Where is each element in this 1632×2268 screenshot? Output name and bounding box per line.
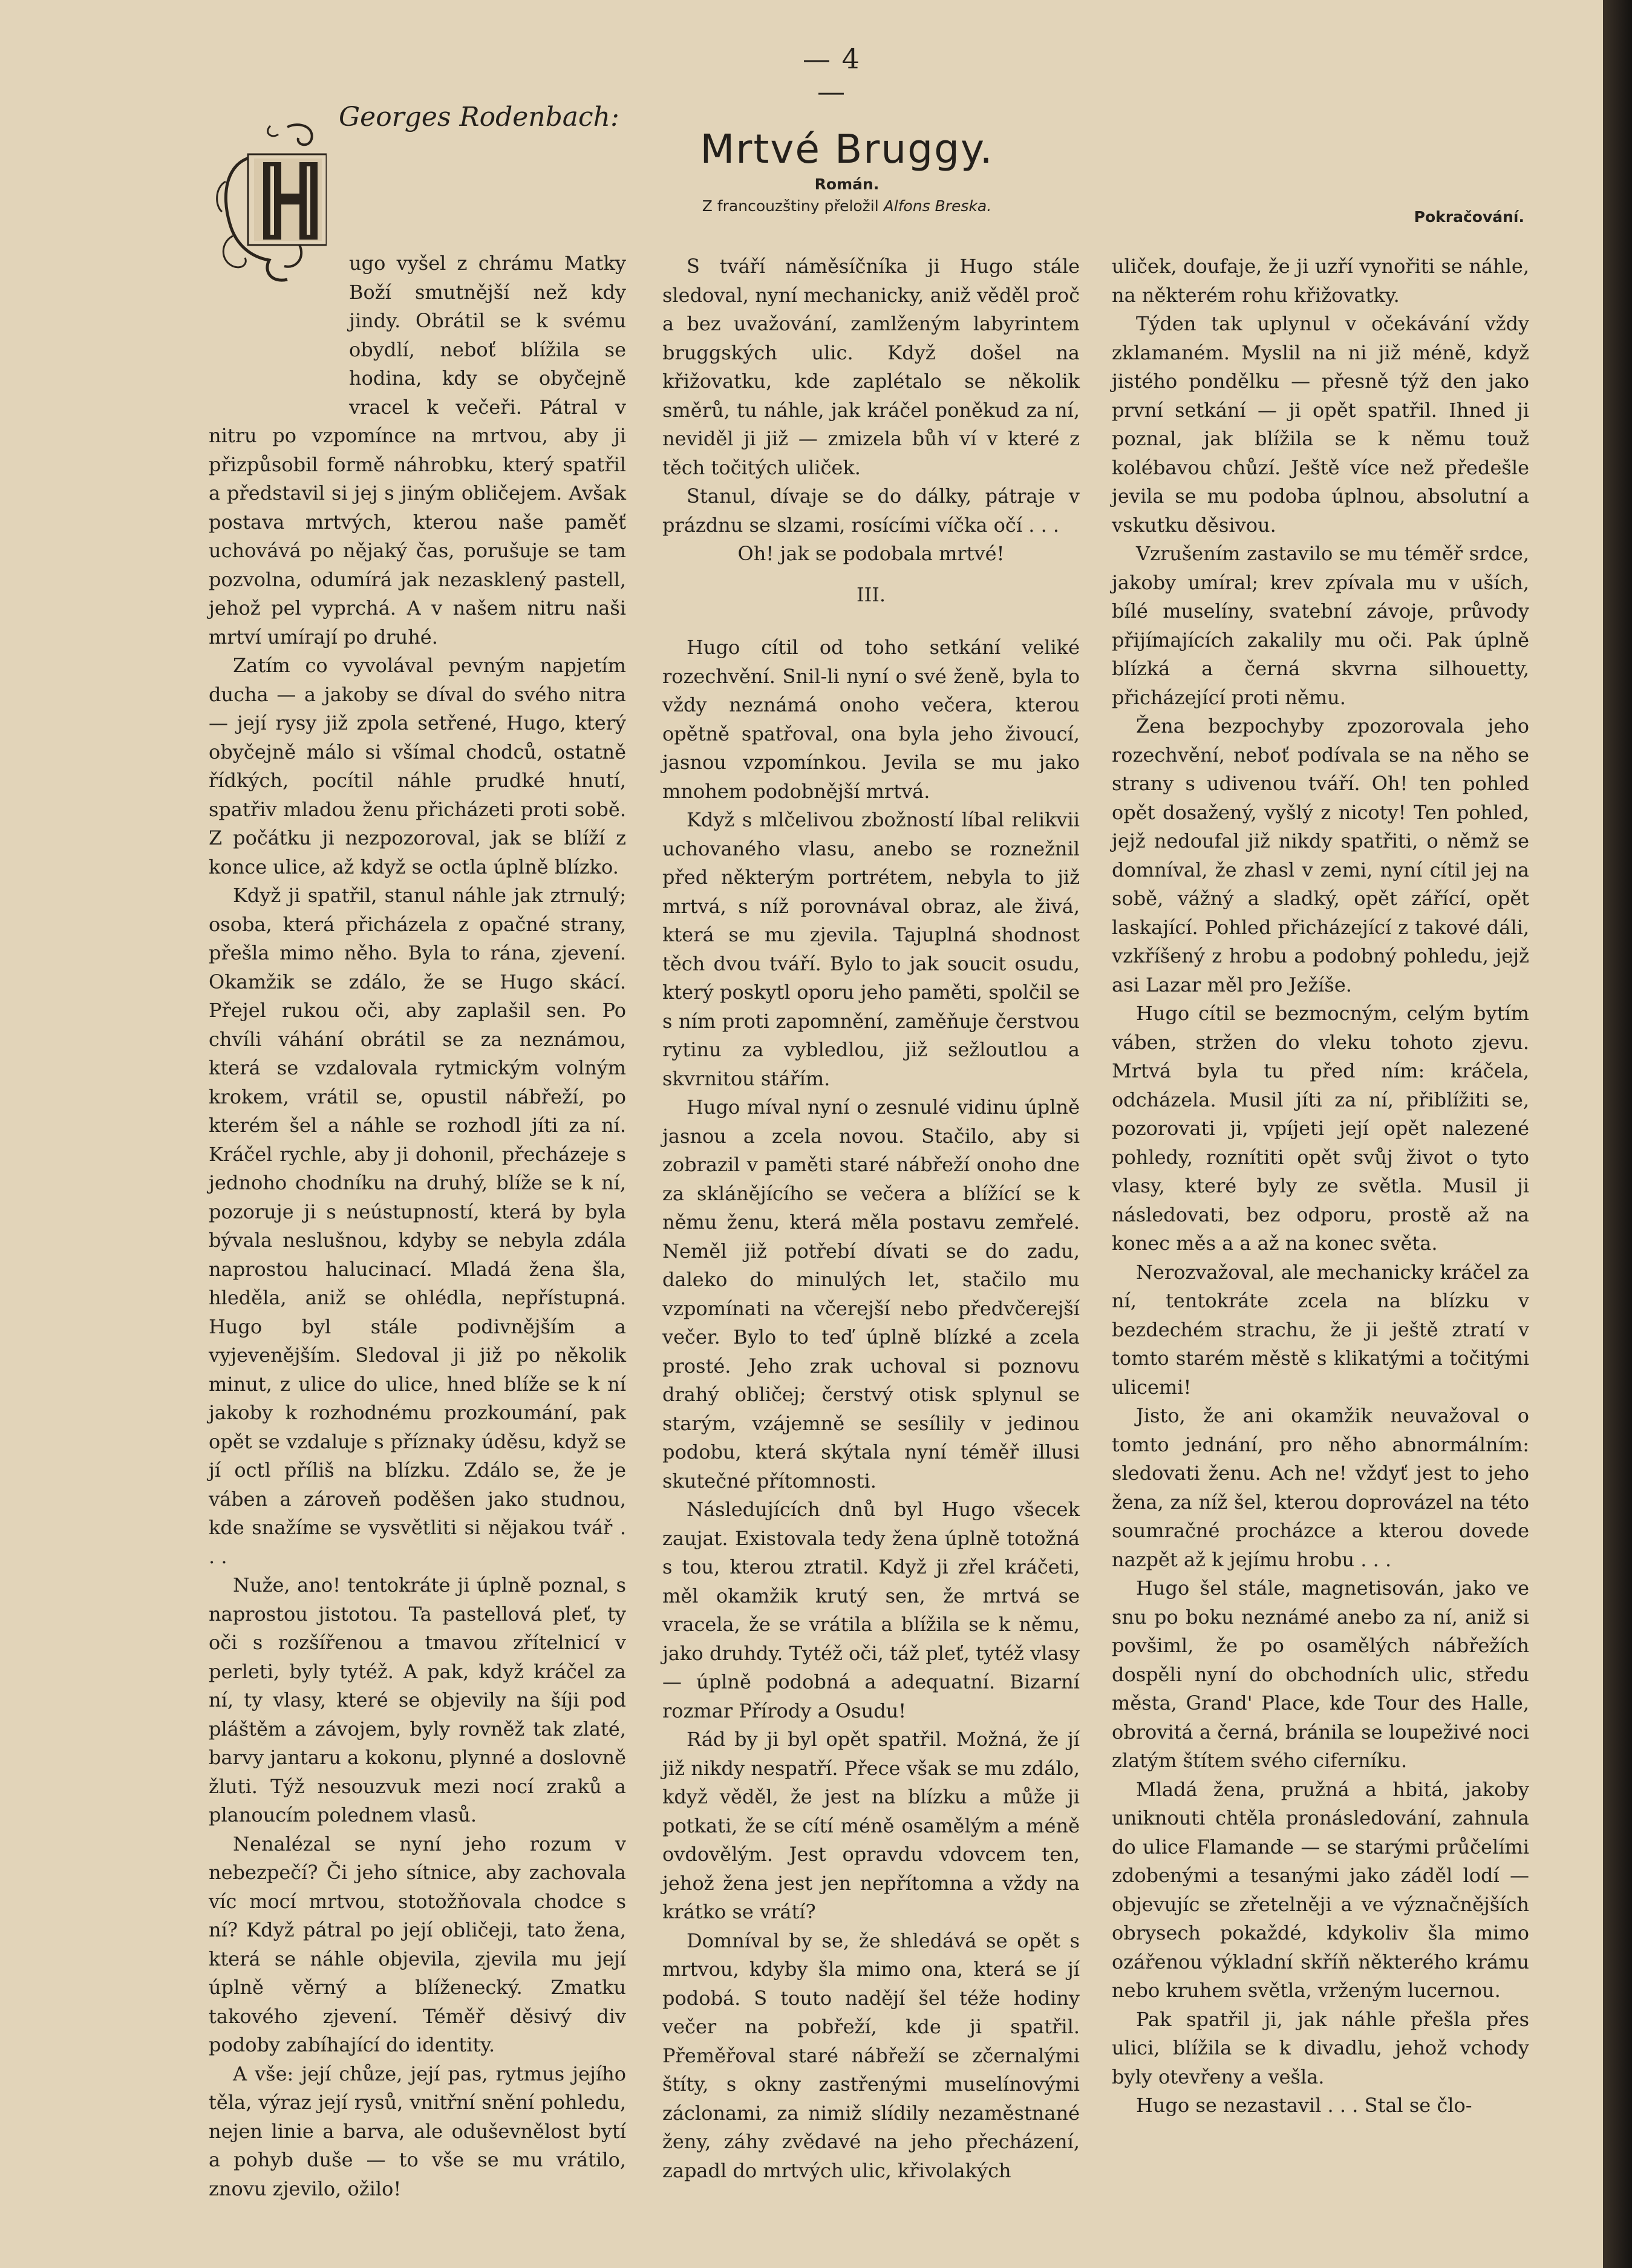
paragraph: Hugo cítil se bezmocným, celým bytím váben, stržen do vleku tohoto zjevu. Mrtvá byla tu před ním: kráčela, odcházela. Musil jíti za ní, přiblížiti se, pozorovati ji, vpíjeti její opět nalezené pohledy, roznítiti opět svůj život o tyto vlasy, které byly ze světla. Musil ji následovati, bez odporu, prostě až na konec měs a a až na konec světa. [1112,1002,1529,1255]
text-column-2 [662,252,1080,2185]
paragraph: ugo vyšel z chrámu Matky Boží smutnější než kdy jindy. Obrátil se k svému obydlí, neboť blížila se hodina, kdy se obyčejně vracel k večeři. Pátral v nitru po vzpomínce na mrtvou, aby ji přizpůsobil formě náhrobku, který spatřil a představil si jej s jiným obličejem. Avšak postava mrtvých, kterou naše paměť uchovává po nějaký čas, porušuje se tam pozvolna, odumírá jak nezasklený pastell, jehož pel vyprchá. A v našem nitru naši mrtví umírají po druhé. [209,252,626,649]
paragraph: Domníval by se, že shledává se opět s mrtvou, kdyby šla mimo ona, která se jí podobá. S touto nadějí šel téže hodiny večer na pobřeží, kde ji spatřil. Přeměřoval staré nábřeží se zčernalými štíty, s okny zastřenými muselínovými záclonami, za nimiž slídily nezaměstnané ženy, záhy zvědavé na jeho přecházení, zapadl do mrtvých ulic, křivolakých [662,1929,1080,2182]
paragraph: Následujících dnů byl Hugo všecek zaujat. Existovala tedy žena úplně totožná s tou, kterou ztratil. Když ji zřel kráčeti, měl okamžik krutý sen, že mrtvá se vracela, že se vrátila a blížila se k němu, jako druhdy. Tytéž oči, táž pleť, tytéž vlasy — úplně podobná a adequatní. Bizarní rozmar Přírody a Osudu! [662,1498,1080,1722]
paragraph: Hugo cítil od toho setkání veliké rozechvění. Snil-li nyní o své ženě, byla to vždy neznámá onoho večera, kterou opětně spatřoval, ona byla jeho živoucí, jasnou vzpomínkou. Jevila se mu jako mnohem podobnější mrtvá. [662,636,1080,803]
page-number: — 4 — [803,42,861,108]
text-column-3 [1112,252,1529,2120]
paragraph: Pak spatřil ji, jak náhle přešla přes ulici, blížila se k divadlu, jehož vchody byly otevřeny a vešla. [1112,2007,1529,2088]
paragraph: Zatím co vyvolával pevným napjetím ducha — a jakoby se díval do svého nitra — její rysy již zpola setřené, Hugo, který obyčejně málo si všímal chodců, ostatně řídkých, pocítil náhle prudké hnutí, spatřiv mladou ženu přicházeti proti sobě. Z počátku ji nezpozoroval, jak se blíží z konce ulice, až když se octla úplně blízko. [209,654,626,878]
translator-prefix: Z francouzštiny přeložil [702,197,884,215]
article-title: Mrtvé Bruggy. [700,126,994,172]
genre-label: Román. [814,175,880,193]
paragraph: Když ji spatřil, stanul náhle jak ztrnulý; osoba, která přicházela z opačné strany, přešla mimo něho. Byla to rána, zjevení. Okamžik se zdálo, že se Hugo skácí. Přejel rukou oči, aby zaplašil sen. Po chvíli váhání obrátil se za neznámou, která se vzdalovala rytmickým volným krokem, vrátil se, opustil nábřeží, po kterém šel a náhle se rozhodl jíti za ní. Kráčel rychle, aby ji dohonil, přecházeje s jednoho chodníku na druhý, blíže se k ní, pozoruje ji s neústupností, která by byla bývala neslušnou, kdyby se nebyla zdála naprostou halucinací. Mladá žena šla, hleděla, aniž se ohlédla, nepřístupná. Hugo byl stále podivnějším a vyjevenějším. Sledoval ji již po několik minut, z ulice do ulice, hned blíže se k ní jakoby k rozhodnému prozkoumání, pak opět se vzdaluje s příznaky úděsu, když se jí octl příliš na blízku. Zdálo se, že je váben a zároveň poděšen jako studnou, kde snažíme se vysvětliti si nějakou tvář . . . [209,884,626,1568]
text-column-1 [209,249,626,2203]
paragraph: Žena bezpochyby zpozorovala jeho rozechvění, neboť podívala se na něho se strany s udivenou tváří. Oh! ten pohled opět dosažený, vyšlý z nicoty! Ten pohled, jejž nedoufal již nikdy spatřiti, o němž se domníval, že zhasl v zemi, nyní cítil jej na sobě, vážný a sladký, opět zářící, opět laskající. Pohled přicházející z takové dáli, vzkříšený z hrobu a podobný pohledu, jejž asi Lazar měl pro Ježíše. [1112,714,1529,996]
paragraph: S tváří náměsíčníka ji Hugo stále sledoval, nyní mechanicky, aniž věděl proč a bez uvažování, zamlženým labyrintem bruggských ulic. Když došel na křižovatku, kde zaplétalo se několik směrů, tu náhle, jak kráčel poněkud za ní, neviděl ji již — zmizela bůh ví v které z těch točitých uliček. [662,255,1080,479]
paragraph: Hugo míval nyní o zesnulé vidinu úplně jasnou a zcela novou. Stačilo, aby si zobrazil v paměti staré nábřeží onoho dne za sklánějícího se večera a blížící se k němu ženu, která měla postavu zemřelé. Neměl již potřebí dívati se do zadu, daleko do minulých let, stačilo mu vzpomínati na včerejší nebo předvčerejší večer. Bylo to teď úplně blízké a zcela prosté. Jeho zrak uchoval si poznovu drahý obličej; čerstvý otisk splynul se starým, vzájemně se sesílily v jedinou podobu, která skýtala nyní téměř illusi skutečné přítomnosti. [662,1096,1080,1492]
paragraph: Týden tak uplynul v očekávání vždy zklamaném. Myslil na ni již méně, když jistého pondělku — přesně týž den jako první setkání — ji opět spatřil. Ihned ji poznal, jak blížila se k němu touž kolébavou chůzí. Ještě více než předešle jevila se mu podoba úplnou, absolutní a vskutku děsivou. [1112,312,1529,537]
author-name: Georges Rodenbach: [339,102,619,132]
paragraph: Nuže, ano! tentokráte ji úplně poznal, s naprostou jistotou. Ta pastellová pleť, ty oči s rozšířenou a tmavou zřítelnicí v perleti, byly tytéž. A pak, když kráčel za ní, ty vlasy, které se objevily na šíji pod pláštěm a závojem, byly rovněž tak zlaté, barvy jantaru a kokonu, plynné a doslovně žluti. Týž nesouzvuk mezi nocí zraků a planoucím polednem vlasů. [209,1574,626,1826]
translator-name: Alfons Breska. [883,197,992,215]
drop-cap-space [209,248,349,396]
paragraph: Nenalézal se nyní jeho rozum v nebezpečí? Či jeho sítnice, aby zachovala víc mocí mrtvou, stotožňovala chodce s ní? Když pátral po její obličeji, tato žena, která se náhle objevila, zjevila mu její úplně věrný a blíženecký. Zmatku takového zjevení. Téměř děsivý div podoby zabíhající do identity. [209,1832,626,2056]
paragraph: Mladá žena, pružná a hbitá, jakoby uniknouti chtěla pronásledování, zahnula do ulice Flamande — se starými průčelími zdobenými a tesanými jako záděl lodí — objevujíc se zřetelněji a ve význačnějších obrysech pokaždé, kdykoliv šla mimo ozářenou výkladní skříň některého krámu nebo kruhem světla, vrženým lucernou. [1112,1777,1529,2002]
paragraph: Hugo se nezastavil . . . Stal se člo- [1136,2094,1472,2117]
paragraph: Rád by ji byl opět spatřil. Možná, že jí již nikdy nespatří. Přece však se mu zdálo, když věděl, že jest na blízku a může ji potkati, že se cítí méně osamělým a méně ovdovělým. Jest opravdu vdovcem ten, jehož žena jest jen nepřítomna a vždy na krátko se vrátí? [662,1728,1080,1923]
paragraph: Jisto, že ani okamžik neuvažoval o tomto jednání, pro něho abnormálním: sledovati ženu. Ach ne! vždyť jest to jeho žena, za níž šel, kterou doprovázel na této soumračné procházce a kterou dovede nazpět až k jejímu hrobu . . . [1112,1404,1529,1571]
paragraph: Oh! jak se podobala mrtvé! [737,542,1005,565]
binding-edge [1603,0,1632,2268]
continued-note: Pokračování. [1414,208,1524,226]
paragraph: A vše: její chůze, její pas, rytmus jejího těla, výraz její rysů, vnitřní snění pohledu, nejen linie a barva, ale oduševnělost bytí a pohyb duše — to vše se mu vrátilo, znovu zjevilo, ožilo! [209,2062,626,2200]
paragraph: Když s mlčelivou zbožností líbal relikvii uchovaného vlasu, anebo se roznežnil před některým portrétem, nebyla to již mrtvá, s níž porovnával obraz, ale živá, která se mu zjevila. Tajuplná shodnost těch dvou tváří. Bylo to jak soucit osudu, který poskytl oporu jeho paměti, spolčil se s ním proti zapomnění, zaměňuje čerstvou rytinu za vybledlou, již sežloutlou a skvrnitou stářím. [662,808,1080,1090]
paragraph: Stanul, dívaje se do dálky, pátraje v prázdnu se slzami, rosícími víčka očí . . . [662,485,1080,537]
paragraph: uliček, doufaje, že ji uzří vynořiti se náhle, na některém rohu křižovatky. [1112,255,1529,307]
paragraph: Hugo šel stále, magnetisován, jako ve snu po boku neznámé anebo za ní, aniž si povšiml, že po osamělých nábřežích dospěli nyní do obchodních ulic, středu města, Grand' Place, kde Tour des Halle, obrovitá a černá, bránila se loupeživé noci zlatým štítem svého ciferníku. [1112,1577,1529,1772]
paragraph: Vzrušením zastavilo se mu téměř srdce, jakoby umíral; krev zpívala mu v uších, bílé muselíny, svatební závoje, průvody přijímajících zakalily mu oči. Pak úplně blízká a černá skvrna silhouetty, přicházející proti němu. [1112,542,1529,709]
section-number: III. [856,583,886,606]
translator-credit [653,197,1040,215]
paragraph: Nerozvažoval, ale mechanicky kráčel za ní, tentokráte zcela na blízku v bezdechém strachu, že ji ještě ztratí v tomto starém městě s klikatými a točitými ulicemi! [1112,1260,1529,1399]
